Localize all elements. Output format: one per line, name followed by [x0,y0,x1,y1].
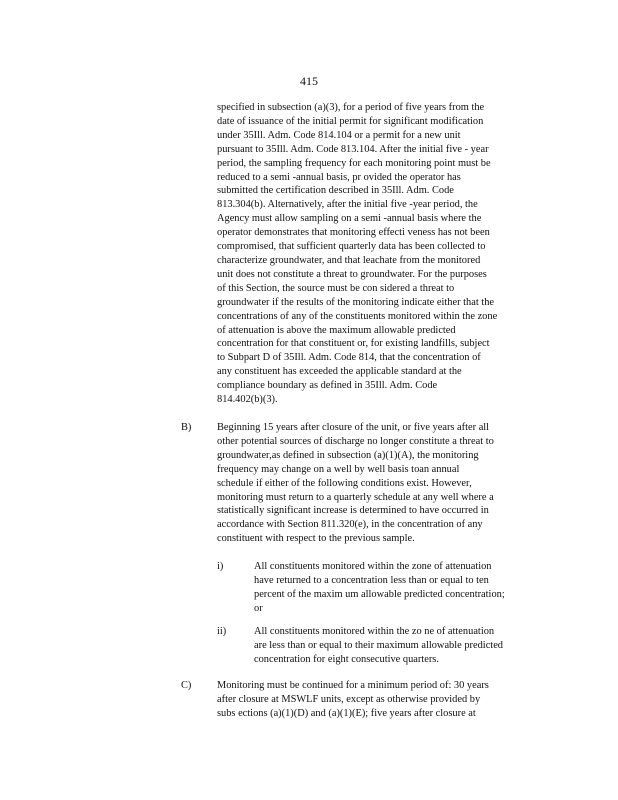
section-c-marker: C) [181,680,192,691]
text-line: monitoring must return to a quarterly schedule at any well where a [217,491,494,503]
text-line: reduced to a semi -annual basis, pr ovided the operator has [217,171,461,183]
text-line: constituent with respect to the previous sample. [217,533,415,545]
text-line: All constituents monitored within the zone of attenuation [254,561,492,572]
text-line: period, the sampling frequency for each monitoring point must be [217,157,491,169]
text-line: Agency must allow sampling on a semi -annual basis where the [217,213,482,225]
text-line: All constituents monitored within the zo ne of attenuation [254,626,495,637]
text-line: subs ections (a)(1)(D) and (a)(1)(E); five years after closure at [217,707,476,719]
text-line: groundwater if the results of the monitoring indicate either that the [217,296,495,308]
text-line: or [254,602,263,614]
text-line: groundwater,as defined in subsection (a)(1)(A), the monitoring [217,449,479,461]
text-line: of this Section, the source must be con sidered a threat to [217,282,455,294]
text-line: accordance with Section 811.320(e), in the concentration of any [217,519,483,531]
text-line: date of issuance of the initial permit for significant modification [217,115,484,127]
text-line: have returned to a concentration less than or equal to ten [254,574,489,586]
text-line: operator demonstrates that monitoring effecti veness has not been [217,227,490,239]
text-line: concentration for that constituent or, for existing landfills, subject [217,338,490,350]
text-line: frequency may change on a well by well basis toan annual [217,463,460,475]
text-line: compliance boundary as defined in 35Ill. Adm. Code [217,380,438,392]
text-line: after closure at MSWLF units, except as otherwise provided by [217,693,481,705]
section-b-paragraph [217,421,539,546]
section-b-marker: B) [181,422,192,433]
text-line: concentrations of any of the constituents monitored within the zone [217,310,498,322]
text-line: 814.402(b)(3). [217,394,278,406]
text-line: are less than or equal to their maximum allowable predicted [254,639,503,651]
text-line: concentration for eight consecutive quarters. [254,653,439,665]
text-line: unit does not constitute a threat to groundwater. For the purposes [217,268,487,280]
item-i-marker: i) [217,561,224,572]
text-line: characterize groundwater, and that leachate from the monitored [217,254,481,266]
text-line: any constituent has exceeded the applicable standard at the [217,366,462,378]
text-line: statistically significant increase is determined to have occurred in [217,505,489,517]
section-c-paragraph [217,679,539,721]
page-number: 415 [300,74,318,88]
intro-paragraph [217,101,539,407]
item-ii-paragraph [254,625,539,667]
text-line: of attenuation is above the maximum allowable predicted [217,324,456,336]
text-line: specified in subsection (a)(3), for a period of five years from the [217,102,485,113]
text-line: compromised, that sufficient quarterly data has been collected to [217,241,486,253]
text-line: Beginning 15 years after closure of the unit, or five years after all [217,422,490,433]
text-line: Monitoring must be continued for a minimum period of: 30 years [217,680,489,691]
text-line: pursuant to 35Ill. Adm. Code 813.104. After the initial five - year [217,143,489,155]
text-line: under 35Ill. Adm. Code 814.104 or a permit for a new unit [217,129,461,141]
item-i-paragraph [254,560,539,616]
text-line: submitted the certification described in 35Ill. Adm. Code [217,185,454,197]
item-ii-marker: ii) [217,626,227,637]
text-line: other potential sources of discharge no longer constitute a threat to [217,435,494,447]
text-line: schedule if either of the following conditions exist. However, [217,477,472,489]
text-line: 813.304(b). Alternatively, after the initial five -year period, the [217,199,478,211]
text-line: percent of the maxim um allowable predicted concentration; [254,588,505,600]
text-line: to Subpart D of 35Ill. Adm. Code 814, that the concentration of [217,352,481,364]
